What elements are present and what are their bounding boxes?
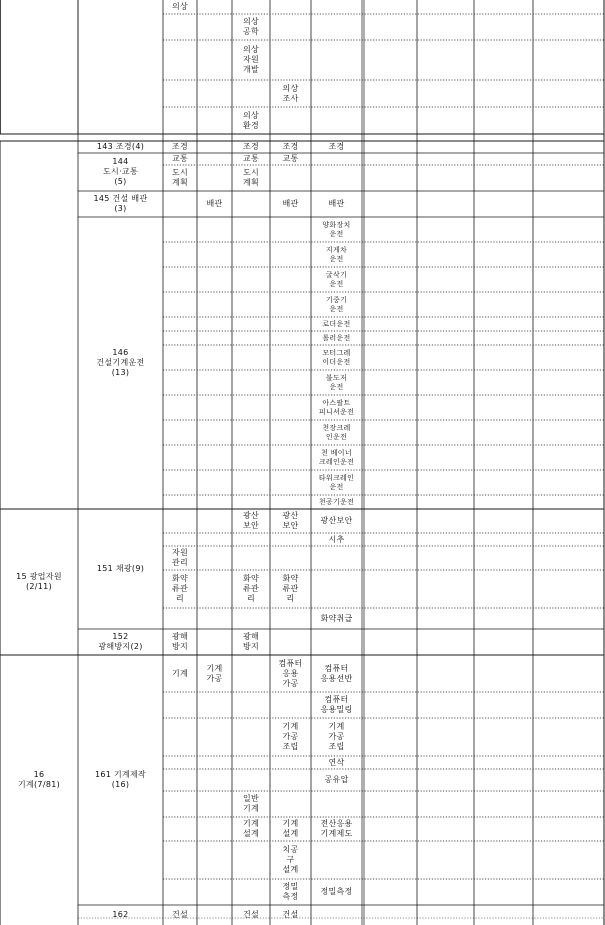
cell-text: 운전 — [329, 304, 344, 313]
cell-text: 교통 — [171, 154, 189, 163]
cell-146-item-1 — [311, 217, 362, 242]
cell-161-r1-col6 — [270, 655, 311, 692]
cell-text: 건설 — [282, 910, 299, 919]
cell-text: 운전 — [329, 229, 344, 238]
cell-text: 152 — [112, 632, 129, 641]
cell-text: 화약 — [171, 574, 189, 583]
cell-161-r1-col4 — [197, 655, 232, 692]
cell-text: 모터그레 — [322, 348, 351, 357]
cell-text: 자원 — [171, 548, 189, 557]
cell-text: 배관 — [282, 199, 299, 208]
cell-text: 컴퓨터 — [324, 663, 349, 673]
cell-text: 162 — [112, 910, 129, 919]
cell-text: 류관 — [282, 584, 299, 593]
cell-151-r4-col6 — [270, 570, 311, 608]
cell-146-item-9 — [311, 395, 362, 420]
cell-144-r1-col5 — [232, 153, 270, 165]
cell-text: 광해 — [171, 632, 189, 641]
cell-text: (13) — [111, 368, 130, 377]
cell-161-r5-col7 — [311, 769, 362, 791]
cell-text: 정밀측정 — [320, 887, 353, 896]
cell-text: 144 — [112, 157, 129, 166]
cell-161-r6-col5 — [232, 791, 270, 817]
cell-text: 크레인운전 — [318, 457, 355, 466]
cell-text: 광산 — [282, 511, 299, 520]
cell-text: 가공 — [206, 673, 223, 683]
cell-text: 인운전 — [325, 432, 348, 441]
cell-r3-col5 — [232, 40, 270, 80]
cell-text: 관리 — [171, 558, 189, 567]
cell-text: 광산 — [242, 511, 260, 520]
cell-151-r3-col3 — [163, 546, 197, 570]
cell-text: 환경 — [242, 120, 260, 130]
cell-text: 설계 — [242, 829, 260, 838]
cell-text: 운전 — [329, 279, 344, 288]
cell-161-r7-col7 — [311, 817, 362, 841]
subcategory-143 — [78, 141, 163, 153]
cell-text: 치공 — [282, 845, 299, 854]
cell-text: 정밀 — [282, 882, 299, 891]
cell-146-item-3 — [311, 267, 362, 292]
cell-text: 천 베이너 — [321, 448, 352, 457]
cell-text: 조립 — [282, 742, 299, 751]
cell-text: 운전 — [329, 254, 344, 263]
cell-text: 15 광업자원 — [16, 572, 62, 581]
cell-146-item-12 — [311, 470, 362, 495]
cell-text: 조립 — [328, 742, 345, 751]
cell-text: 배관 — [328, 199, 345, 208]
cell-text: 자원 — [242, 55, 260, 64]
cell-text: 조사 — [282, 93, 299, 103]
cell-text: 광산보안 — [320, 516, 353, 525]
cell-text: 로더운전 — [322, 319, 351, 328]
cell-text: 구 — [286, 855, 295, 864]
cell-text: 류관 — [242, 584, 260, 593]
cell-146-item-7 — [311, 345, 362, 370]
cell-151-r4-col3 — [163, 570, 197, 608]
cell-text: 배관 — [206, 199, 223, 208]
cell-146-item-2 — [311, 242, 362, 267]
cell-text: 컴퓨터 — [278, 658, 303, 668]
subcategory-152 — [78, 629, 163, 655]
cell-text: 공학 — [242, 27, 260, 36]
cell-text: 천장크레 — [322, 423, 351, 432]
major-category-16 — [0, 655, 78, 905]
cell-146-item-6 — [311, 331, 362, 345]
cell-144-r2-col3 — [163, 165, 197, 191]
cell-text: 가공 — [282, 678, 299, 688]
cell-151-r5-col7 — [311, 608, 362, 629]
cell-text: 피니셔운전 — [318, 407, 355, 416]
cell-text: 도시 — [242, 168, 260, 177]
cell-text: (16) — [111, 780, 130, 789]
subcategory-161 — [78, 655, 163, 905]
cell-text: 교통 — [242, 154, 260, 163]
cell-145-col6 — [270, 191, 311, 217]
cell-text: 145 건설 배관 — [93, 194, 148, 203]
cell-text: 응용밀링 — [320, 705, 353, 714]
cell-text: 방지 — [242, 642, 260, 651]
cell-text: 보안 — [282, 521, 299, 530]
cell-143-col3 — [163, 141, 197, 153]
cell-162-col6 — [270, 905, 311, 925]
subcategory-145 — [78, 191, 163, 217]
cell-r1-col3 — [163, 0, 197, 14]
subcategory-146 — [78, 217, 163, 509]
cell-text: 롤러운전 — [322, 333, 351, 342]
cell-text: 타워크레인 — [318, 473, 355, 482]
cell-text: 연삭 — [328, 757, 345, 767]
cell-143-col7 — [311, 141, 362, 153]
cell-161-r7-col6 — [270, 817, 311, 841]
cell-162-col5 — [232, 905, 270, 925]
cell-text: 리 — [175, 594, 185, 603]
cell-text: 계획 — [242, 178, 260, 187]
cell-162-col3 — [163, 905, 197, 925]
cell-text: (5) — [114, 177, 127, 186]
cell-151-r1-col5 — [232, 509, 270, 533]
cell-text: (2/11) — [25, 582, 52, 591]
cell-text: 광해 — [242, 632, 260, 641]
cell-text: 응용선반 — [320, 673, 353, 683]
cell-143-col5 — [232, 141, 270, 153]
cell-text: 교통 — [282, 154, 299, 163]
cell-text: 공유압 — [324, 775, 349, 784]
major-category-15 — [0, 509, 78, 655]
cell-text: 운전 — [329, 382, 344, 391]
cell-146-item-11 — [311, 445, 362, 470]
cell-text: 기계 — [328, 722, 345, 731]
cell-text: 건설기계운전 — [96, 358, 145, 367]
subcategory-151 — [78, 509, 163, 629]
cell-161-r2-col7 — [311, 692, 362, 718]
cell-161-r4-col7 — [311, 756, 362, 769]
cell-text: 기계 — [242, 819, 260, 828]
cell-text: 화약취급 — [320, 613, 353, 623]
cell-text: 천공기운전 — [318, 497, 355, 506]
cell-161-r1-col7 — [311, 655, 362, 692]
cell-text: 건설 — [242, 910, 260, 919]
cell-text: 기계 — [242, 804, 260, 813]
cell-144-r1-col6 — [270, 153, 311, 165]
cell-146-item-4 — [311, 292, 362, 317]
cell-161-r3-col7 — [311, 718, 362, 756]
cell-text: 광해방지(2) — [98, 642, 143, 651]
cell-text: 굴삭기 — [325, 270, 348, 279]
cell-text: 아스팔트 — [322, 398, 351, 407]
cell-text: 리 — [286, 594, 295, 603]
cell-text: 리 — [246, 594, 256, 603]
cell-text: 측정 — [282, 892, 299, 901]
cell-144-r1-col3 — [163, 153, 197, 165]
cell-text: 의상 — [242, 45, 260, 54]
cell-text: 화약 — [282, 574, 299, 583]
cell-161-r9-col6 — [270, 879, 311, 905]
cell-text: 응용 — [282, 668, 299, 678]
cell-text: 설계 — [282, 829, 299, 838]
cell-text: 151 채광(9) — [96, 564, 145, 573]
cell-text: 기계 — [282, 722, 299, 731]
cell-text: 화약 — [242, 574, 260, 583]
cell-152-col3 — [163, 629, 197, 655]
cell-text: 의상 — [282, 83, 299, 93]
cell-text: 161 기계제작 — [94, 770, 147, 779]
cell-146-item-5 — [311, 317, 362, 331]
cell-text: 컴퓨터 — [324, 695, 349, 704]
cell-text: 지게차 — [325, 245, 348, 254]
cell-text: 의상 — [171, 2, 189, 11]
cell-text: 이더운전 — [322, 357, 351, 366]
cell-146-item-8 — [311, 370, 362, 395]
cell-text: (3) — [114, 204, 127, 213]
cell-161-r8-col6 — [270, 841, 311, 879]
cell-text: 불도저 — [325, 373, 348, 382]
cell-145-col4 — [197, 191, 232, 217]
cell-161-r3-col6 — [270, 718, 311, 756]
cell-text: 가공 — [328, 732, 345, 741]
cell-161-r9-col7 — [311, 879, 362, 905]
cell-161-r1-col3 — [163, 655, 197, 692]
cell-text: 가공 — [282, 732, 299, 741]
cell-text: 의상 — [242, 17, 260, 26]
cell-text: 조경 — [171, 142, 189, 151]
cell-text: 기계 — [282, 819, 299, 828]
cell-text: 의상 — [242, 110, 260, 120]
cell-text: 개발 — [242, 65, 260, 74]
cell-r2-col5 — [232, 14, 270, 40]
cell-text: 조경 — [328, 142, 345, 151]
cell-143-col6 — [270, 141, 311, 153]
cell-text: 보안 — [242, 521, 260, 530]
cell-text: 146 — [112, 348, 129, 357]
cell-151-r1-col7 — [311, 509, 362, 533]
cell-text: 도시·교통 — [103, 167, 138, 176]
cell-text: 조경 — [242, 142, 260, 151]
cell-152-col5 — [232, 629, 270, 655]
cell-text: 기계제도 — [320, 829, 353, 838]
subcategory-144 — [78, 153, 163, 191]
cell-144-r2-col5 — [232, 165, 270, 191]
cell-text: 도시 — [171, 168, 189, 177]
cell-text: 기계 — [206, 663, 223, 673]
cell-text: 류관 — [171, 584, 189, 593]
cell-r4-col6 — [270, 80, 311, 107]
cell-r5-col5 — [232, 107, 270, 134]
cell-text: 양화장치 — [322, 220, 351, 229]
cell-146-item-10 — [311, 420, 362, 445]
cell-151-r4-col5 — [232, 570, 270, 608]
cell-text: 기계(7/81) — [17, 780, 61, 789]
cell-161-r7-col5 — [232, 817, 270, 841]
cell-text: 16 — [33, 770, 45, 779]
subcategory-162 — [78, 905, 163, 925]
cell-text: 일반 — [242, 794, 260, 803]
cell-145-col7 — [311, 191, 362, 217]
cell-151-r1-col6 — [270, 509, 311, 533]
cell-text: 기계 — [171, 668, 189, 678]
cell-text: 조경 — [282, 142, 299, 151]
cell-text: 설계 — [282, 865, 299, 874]
cell-text: 운전 — [329, 482, 344, 491]
cell-text: 방지 — [171, 642, 189, 651]
cell-146-item-13 — [311, 495, 362, 509]
cell-text: 전산응용 — [320, 819, 353, 828]
cell-text: 시추 — [328, 534, 345, 544]
cell-text: 143 조경(4) — [96, 142, 145, 151]
cell-151-r2-col7 — [311, 533, 362, 546]
cell-text: 건설 — [171, 910, 189, 919]
cell-text: 계획 — [171, 178, 189, 187]
cell-text: 기중기 — [325, 295, 348, 304]
